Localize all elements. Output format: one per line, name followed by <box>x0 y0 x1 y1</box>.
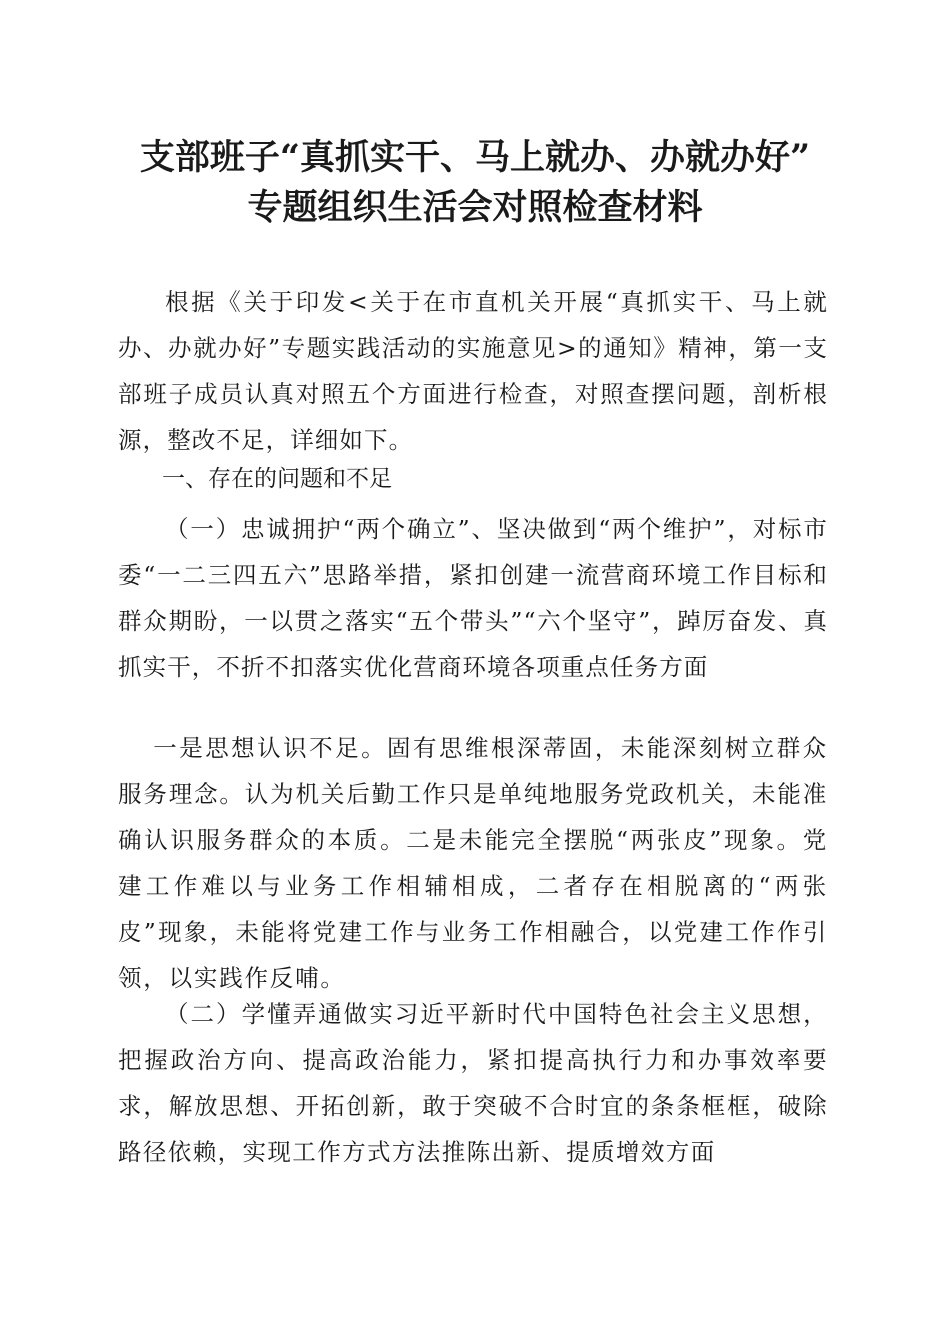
item-2-heading: （二）学懂弄通做实习近平新时代中国特色社会主义思想，把握政治方向、提高政治能力，紧扣提高执行力和办事效率要求，解放思想、开拓创新，敢于突破不合时宜的条条框框，破除路径依赖，实现工作方式方法推陈出新、提质增效方面 <box>118 1000 828 1166</box>
section-heading-problems: 一、存在的问题和不足 <box>162 466 392 492</box>
document-title-line-2: 专题组织生活会对照检查材料 <box>247 187 703 228</box>
document-title-line-1: 支部班子“真抓实干、马上就办、办就办好” <box>139 137 811 178</box>
item-1-body: 一是思想认识不足。固有思维根深蒂固，未能深刻树立群众服务理念。认为机关后勤工作只是单纯地服务党政机关，未能准确认识服务群众的本质。二是未能完全摆脱“两张皮”现象。党建工作难以与业务工作相辅相成，二者存在相脱离的“两张皮”现象，未能将党建工作与业务工作相融合，以党建工作作引领，以实践作反哺。 <box>118 734 828 992</box>
intro-paragraph: 根据《关于印发<关于在市直机关开展“真抓实干、马上就办、办就办好”专题实践活动的实施意见>的通知》精神，第一支部班子成员认真对照五个方面进行检查，对照查摆问题，剖析根源，整改不足，详细如下。 <box>118 288 828 454</box>
item-1-heading: （一）忠诚拥护“两个确立”、坚决做到“两个维护”，对标市委“一二三四五六”思路举措，紧扣创建一流营商环境工作目标和群众期盼，一以贯之落实“五个带头”“六个坚守”，踔厉奋发、真抓实干，不折不扣落实优化营商环境各项重点任务方面 <box>118 515 828 681</box>
